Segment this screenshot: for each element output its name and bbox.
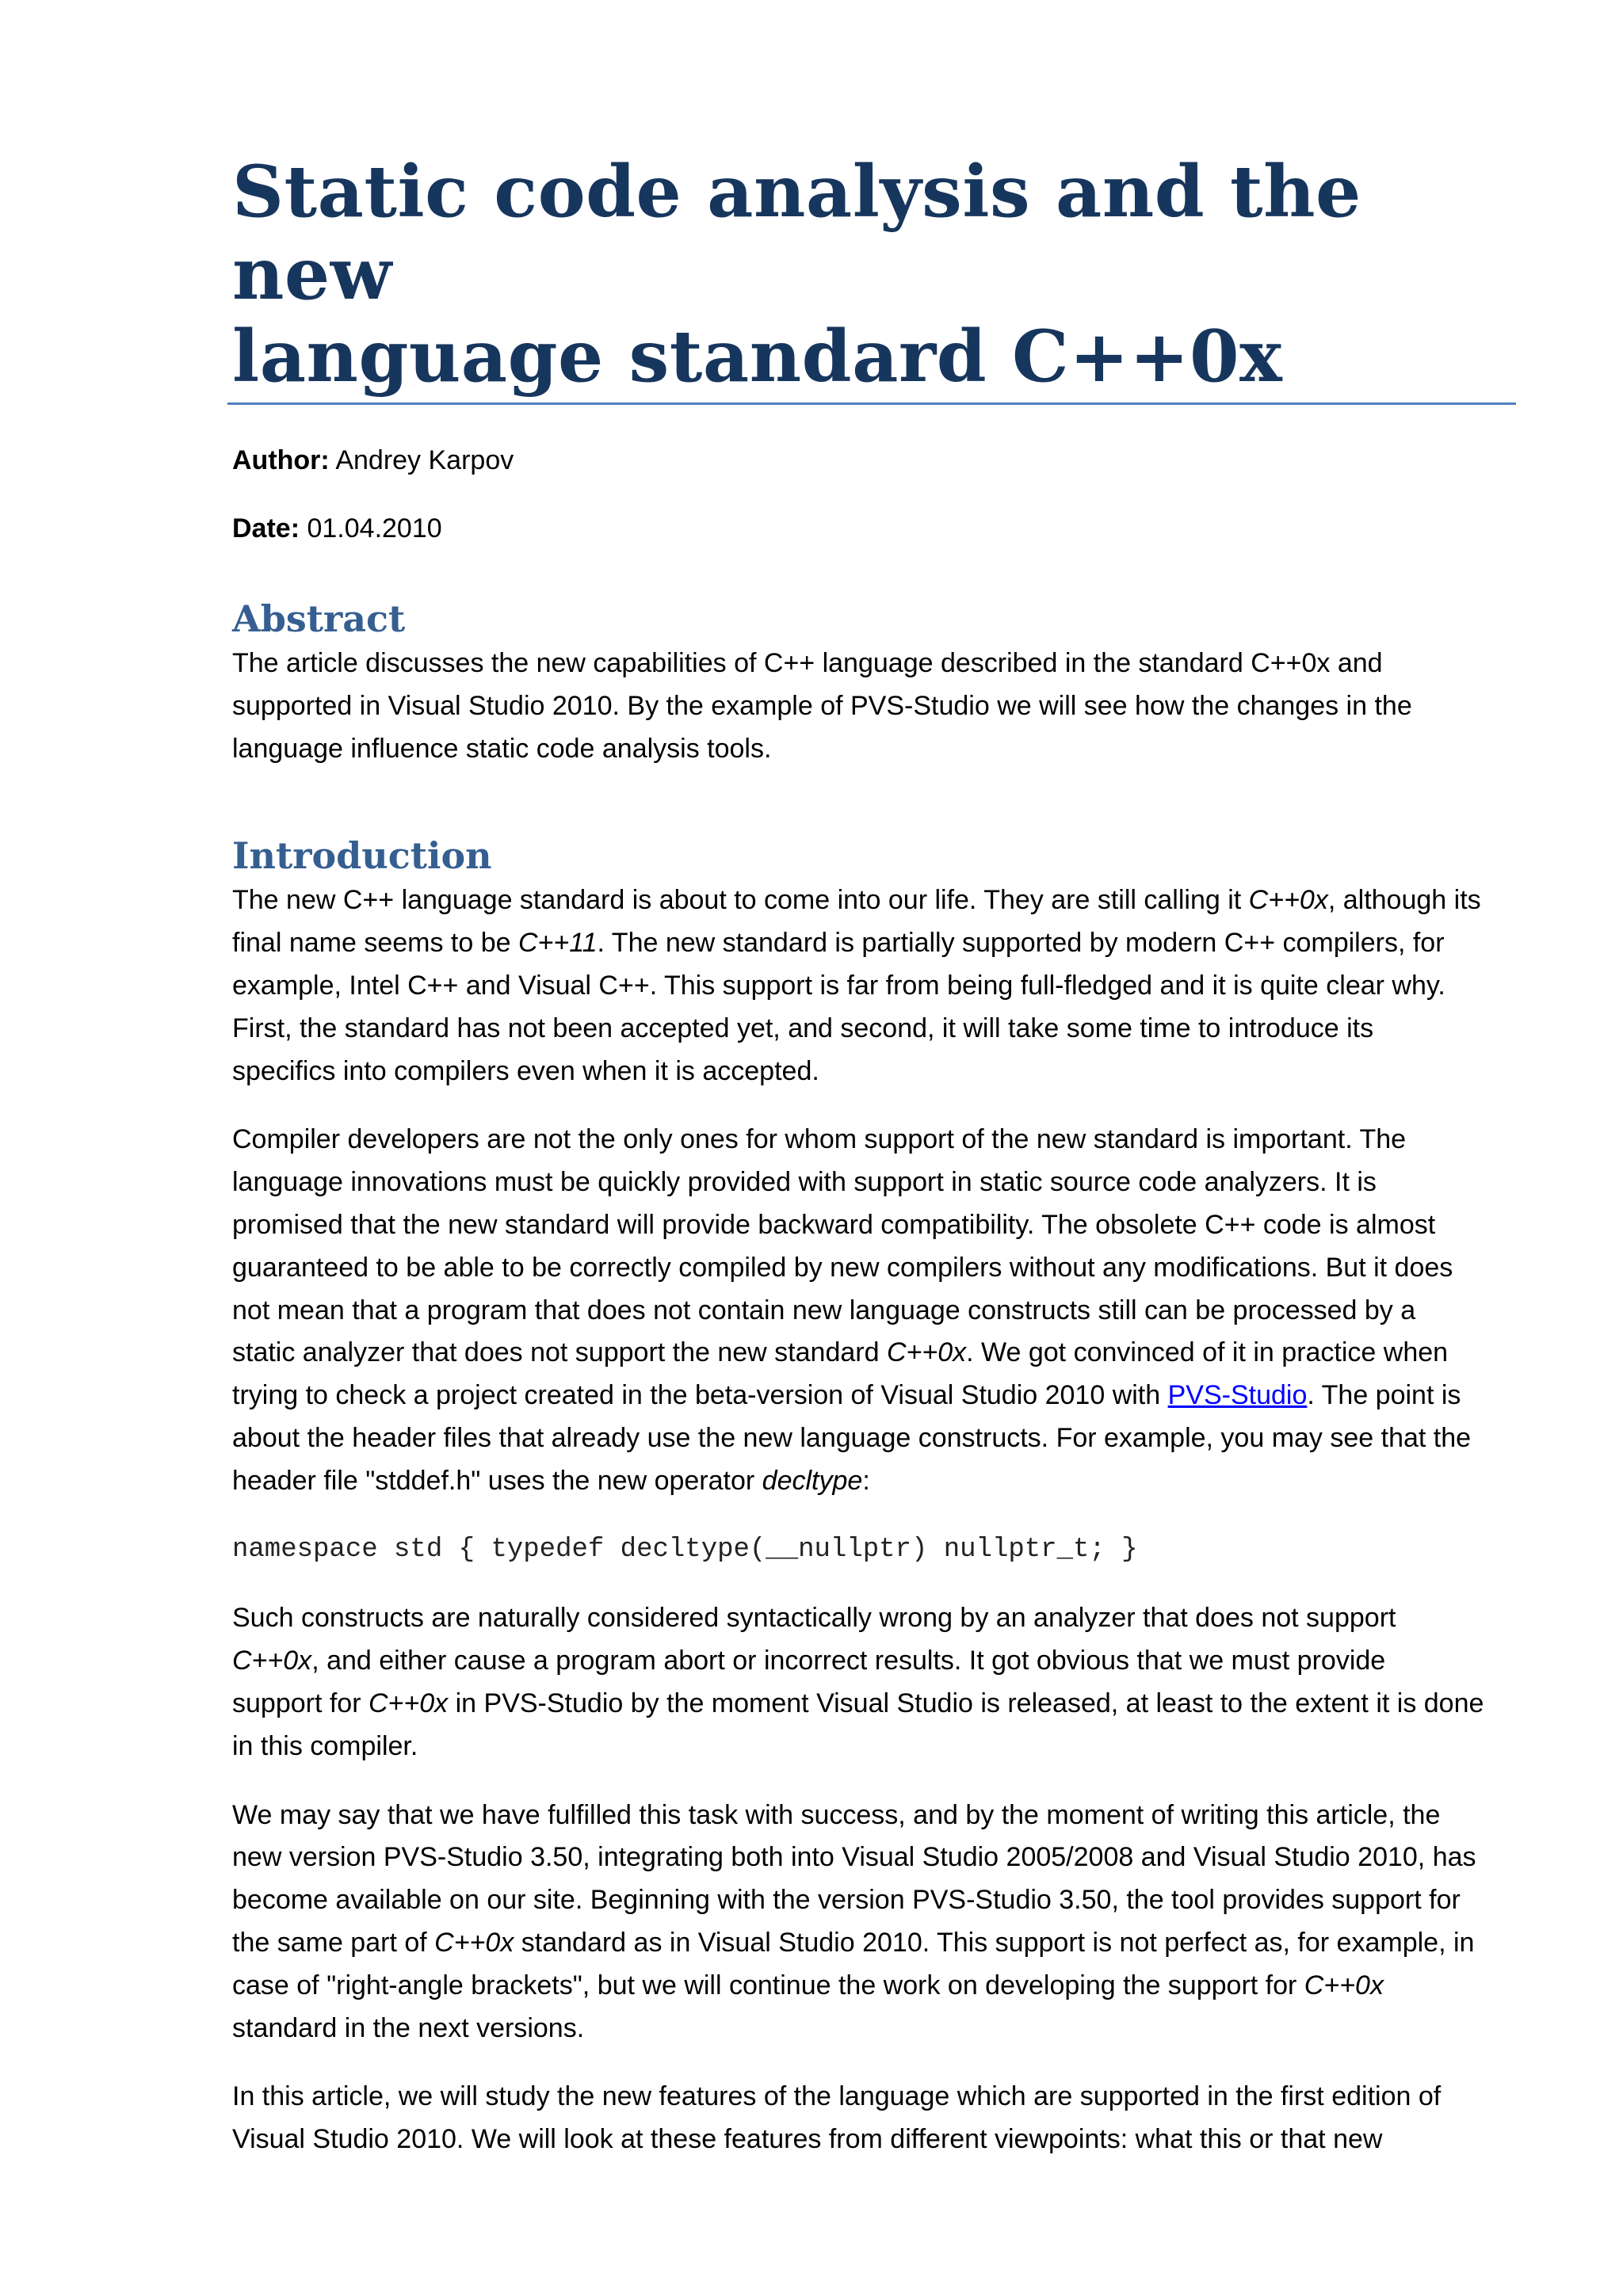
- text-run: standard as in Visual Studio 2010. This support is not perfect as, for example, in: [514, 1927, 1475, 1958]
- text-run: final name seems to be: [232, 928, 518, 959]
- title-line-2: language standard C++0x: [232, 315, 1283, 399]
- document-content: [232, 151, 1516, 2161]
- document-title: [232, 151, 1516, 398]
- text-run: support for: [232, 1688, 369, 1718]
- text-run: The new C++ language standard is about to come into our life. They are still calling it: [232, 885, 1249, 916]
- italic-term: C++11: [517, 928, 598, 959]
- title-line-1: Static code analysis and the new: [232, 150, 1361, 316]
- intro-paragraph-1: [232, 879, 1516, 1093]
- text-run: case of "right-angle brackets", but we will continue the work on developing the support for: [232, 1970, 1304, 2000]
- title-divider: [227, 402, 1516, 405]
- text-run: . The point is: [1307, 1380, 1461, 1411]
- text-run: static analyzer that does not support the new standard: [232, 1337, 887, 1368]
- text-run: specifics into compilers even when it is accepted.: [232, 1055, 819, 1086]
- italic-term: C++0x: [434, 1927, 514, 1958]
- italic-term: C++0x: [1248, 885, 1328, 916]
- italic-term: C++0x: [232, 1646, 312, 1676]
- text-run: in this compiler.: [232, 1730, 418, 1761]
- date-label: Date:: [232, 513, 300, 543]
- abstract-paragraph: [232, 643, 1516, 770]
- abstract-line: language influence static code analysis tools.: [232, 733, 772, 764]
- text-run: In this article, we will study the new features of the language which are supported in the first edition of: [232, 2081, 1442, 2112]
- text-run: :: [862, 1465, 870, 1496]
- text-run: . We got convinced of it in practice when: [966, 1337, 1449, 1368]
- pvs-studio-link[interactable]: PVS-Studio: [1167, 1380, 1308, 1411]
- author-line: [232, 443, 1516, 478]
- text-run: We may say that we have fulfilled this task with success, and by the moment of writing this article, the: [232, 1799, 1441, 1830]
- code-snippet: namespace std { typedef decltype(__nullptr) nullptr_t; }: [232, 1534, 1138, 1565]
- text-run: , although its: [1327, 885, 1481, 916]
- author-label: Author:: [232, 445, 330, 475]
- italic-term: C++0x: [368, 1688, 449, 1718]
- abstract-line: supported in Visual Studio 2010. By the example of PVS-Studio we will see how the changes in the: [232, 690, 1412, 721]
- text-run: standard in the next versions.: [232, 2012, 585, 2043]
- italic-term: decltype: [762, 1465, 863, 1496]
- text-run: Such constructs are naturally considered syntactically wrong by an analyzer that does not support: [232, 1603, 1396, 1634]
- text-run: in PVS-Studio by the moment Visual Studio is released, at least to the extent it is done: [448, 1688, 1484, 1718]
- text-run: header file "stddef.h" uses the new operator: [232, 1465, 762, 1496]
- intro-paragraph-5: [232, 2076, 1516, 2161]
- introduction-heading: Introduction: [232, 834, 492, 878]
- text-run: new version PVS-Studio 3.50, integrating both into Visual Studio 2005/2008 and Visual Studio 2010, has: [232, 1842, 1476, 1873]
- text-run: become available on our site. Beginning with the version PVS-Studio 3.50, the tool provides support for: [232, 1885, 1461, 1916]
- text-run: language innovations must be quickly provided with support in static source code analyzers. It is: [232, 1167, 1377, 1198]
- date-line: [232, 511, 1516, 546]
- abstract-heading: Abstract: [232, 597, 406, 640]
- intro-paragraph-3: [232, 1597, 1516, 1768]
- italic-term: C++0x: [886, 1337, 967, 1368]
- text-run: guaranteed to be able to be correctly compiled by new compilers without any modifications. But it does: [232, 1252, 1453, 1283]
- text-run: not mean that a program that does not contain new language constructs still can be processed by a: [232, 1295, 1416, 1325]
- intro-paragraph-4: [232, 1794, 1516, 2050]
- text-run: promised that the new standard will provide backward compatibility. The obsolete C++ code is almost: [232, 1209, 1436, 1240]
- italic-term: C++0x: [1304, 1970, 1384, 2000]
- abstract-line: The article discusses the new capabilities of C++ language described in the standard C++0x and: [232, 648, 1383, 678]
- intro-paragraph-2: [232, 1119, 1516, 1502]
- author-name: Andrey Karpov: [335, 445, 514, 475]
- text-run: First, the standard has not been accepted yet, and second, it will take some time to introduce its: [232, 1013, 1374, 1043]
- text-run: , and either cause a program abort or incorrect results. It got obvious that we must provide: [311, 1646, 1386, 1676]
- text-run: . The new standard is partially supported by modern C++ compilers, for: [597, 928, 1445, 959]
- text-run: trying to check a project created in the beta-version of Visual Studio 2010 with: [232, 1380, 1168, 1411]
- text-run: about the header files that already use the new language constructs. For example, you may see that the: [232, 1422, 1472, 1453]
- text-run: Compiler developers are not the only ones for whom support of the new standard is important. The: [232, 1124, 1407, 1155]
- text-run: example, Intel C++ and Visual C++. This support is far from being full-fledged and it is quite clear why.: [232, 970, 1445, 1001]
- text-run: Visual Studio 2010. We will look at these features from different viewpoints: what this or that new: [232, 2124, 1383, 2155]
- date-value: 01.04.2010: [307, 513, 442, 543]
- text-run: the same part of: [232, 1927, 435, 1958]
